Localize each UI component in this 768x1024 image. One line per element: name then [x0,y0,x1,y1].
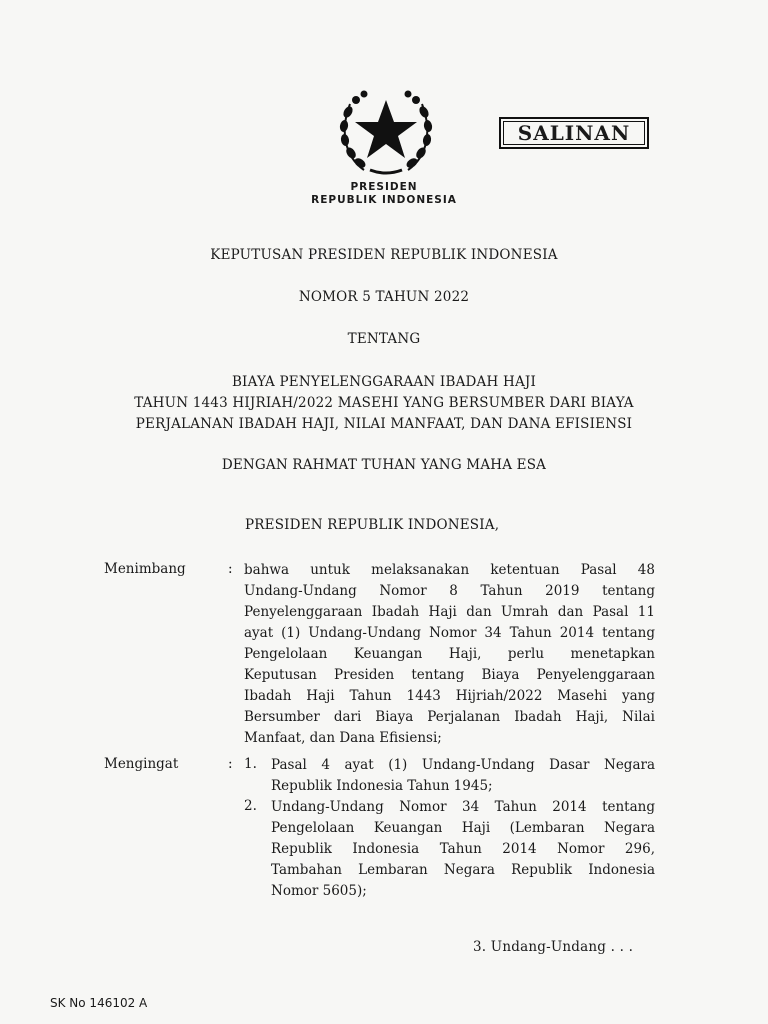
institution-line2: REPUBLIK INDONESIA [311,194,457,206]
menimbang-line: Manfaat, dan Dana Efisiensi; [244,730,442,746]
menimbang-line: Bersumber dari Biaya Perjalanan Ibadah Haji, Nilai [244,709,655,725]
mengingat-line: Pengelolaan Keuangan Haji (Lembaran Negara [271,820,655,836]
mengingat-line: Undang-Undang Nomor 34 Tahun 2014 tentang [271,799,655,815]
decree-title: KEPUTUSAN PRESIDEN REPUBLIK INDONESIA [210,247,558,263]
menimbang-label: Menimbang [104,561,186,577]
subject-line-1: BIAYA PENYELENGGARAAN IBADAH HAJI [231,374,537,390]
menimbang-text [244,560,655,749]
institution-label [0,181,768,207]
menimbang-line: Undang-Undang Nomor 8 Tahun 2019 tentang [244,583,655,599]
menimbang-colon: : [228,561,233,577]
menimbang-line: ayat (1) Undang-Undang Nomor 34 Tahun 2014 tentang [244,625,655,641]
decree-subject [0,372,768,435]
document-code: SK No 146102 A [50,996,148,1010]
mengingat-item-number: 2. [244,798,257,814]
mengingat-item-2 [271,797,655,902]
mengingat-line: Tambahan Lembaran Negara Republik Indonesia [271,862,655,878]
mengingat-item-1 [271,755,655,797]
institution-line1: PRESIDEN [350,181,418,193]
mengingat-line: Republik Indonesia Tahun 2014 Nomor 296, [271,841,655,857]
salinan-stamp [499,117,649,149]
menimbang-line: Keputusan Presiden tentang Biaya Penyelenggaraan [244,667,655,683]
menimbang-line: Pengelolaan Keuangan Haji, perlu menetapkan [244,646,655,662]
mengingat-item-number: 1. [244,756,257,772]
mengingat-line: Pasal 4 ayat (1) Undang-Undang Dasar Negara [271,757,655,773]
decree-about: TENTANG [347,331,421,347]
mengingat-line: Republik Indonesia Tahun 1945; [271,778,493,794]
mengingat-colon: : [228,756,233,772]
issuer: PRESIDEN REPUBLIK INDONESIA, [245,517,500,533]
invocation: DENGAN RAHMAT TUHAN YANG MAHA ESA [221,457,547,473]
salinan-text: SALINAN [517,121,631,145]
subject-line-2: TAHUN 1443 HIJRIAH/2022 MASEHI YANG BERSUMBER DARI BIAYA [134,395,634,411]
menimbang-line: bahwa untuk melaksanakan ketentuan Pasal 48 [244,562,655,578]
menimbang-line: Ibadah Haji Tahun 1443 Hijriah/2022 Masehi yang [244,688,655,704]
subject-line-3: PERJALANAN IBADAH HAJI, NILAI MANFAAT, DAN DANA EFISIENSI [135,416,633,432]
page-continuation: 3. Undang-Undang . . . [473,939,634,955]
menimbang-line: Penyelenggaraan Ibadah Haji dan Umrah dan Pasal 11 [244,604,655,620]
mengingat-line: Nomor 5605); [271,883,367,899]
garuda-star-emblem-icon [334,78,438,178]
decree-number: NOMOR 5 TAHUN 2022 [298,289,470,305]
mengingat-label: Mengingat [104,756,179,772]
